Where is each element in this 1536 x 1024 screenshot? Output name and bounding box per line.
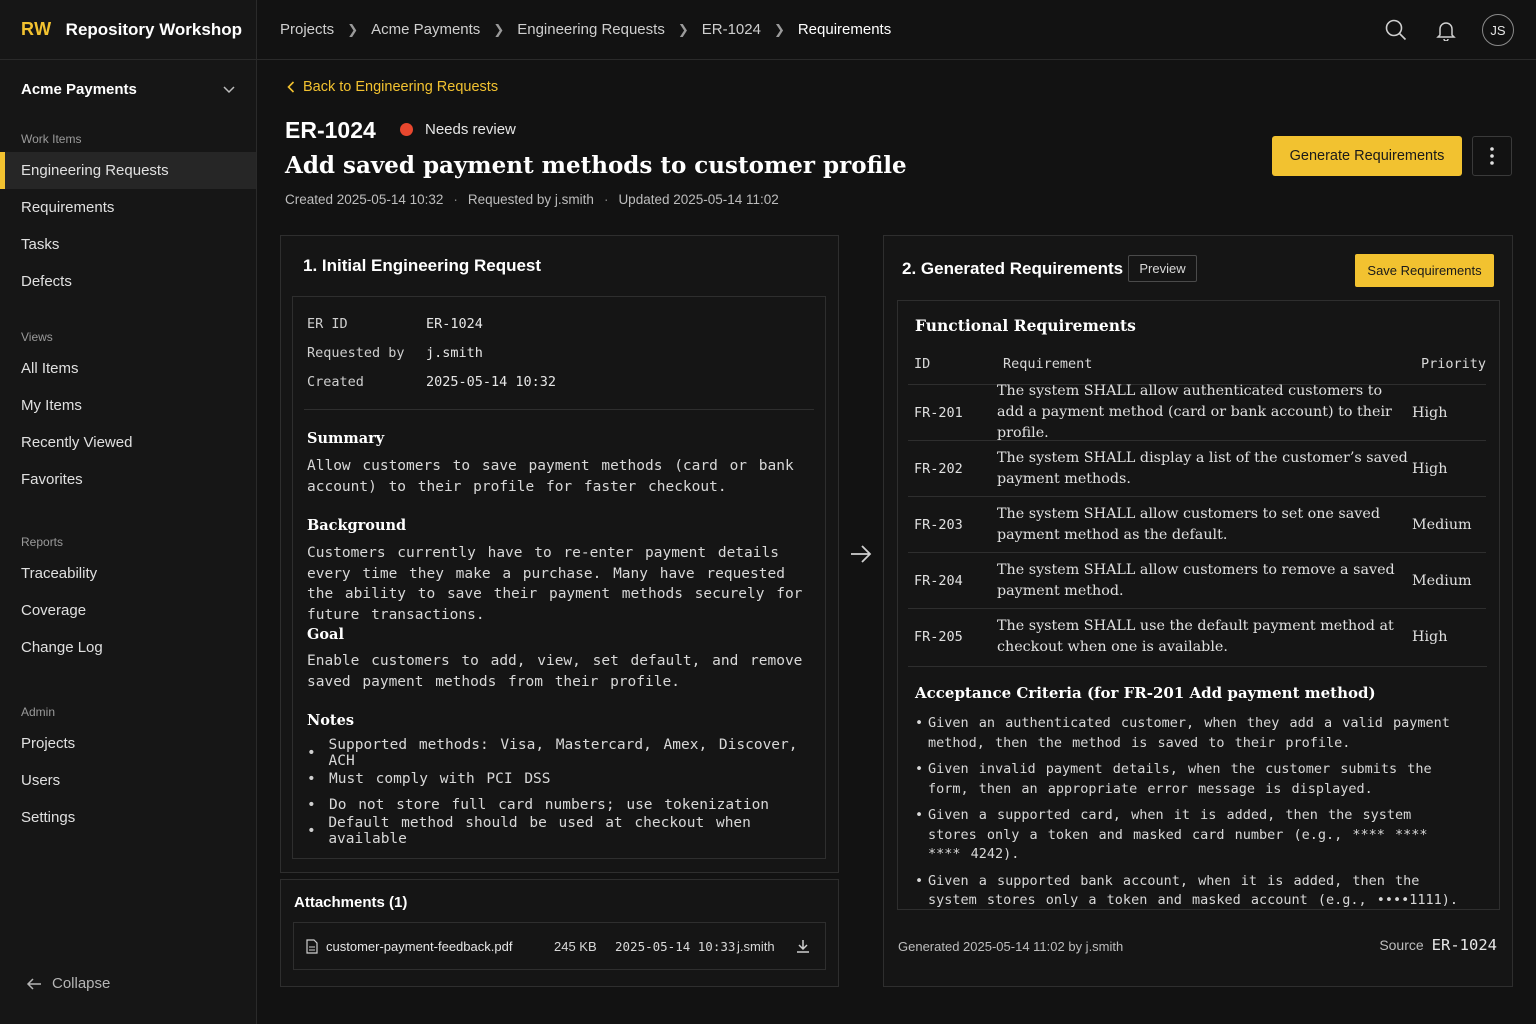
requirement-id: FR-202 [914, 460, 963, 477]
avatar[interactable]: JS [1482, 14, 1514, 46]
breadcrumb-current: Requirements [797, 21, 892, 38]
chevron-right-icon: ❯ [493, 21, 505, 37]
chevron-right-icon: ❯ [677, 21, 689, 37]
source-label: Source [1379, 937, 1424, 953]
status-dot-icon [400, 123, 413, 136]
column-priority: Priority [1420, 356, 1486, 372]
page-title: Add saved payment methods to customer profile [285, 152, 907, 179]
back-link-label: Back to Engineering Requests [303, 79, 499, 95]
list-item: • Given invalid payment details, when the customer submits the form, then an appropriate error message is displayed. [915, 760, 1460, 799]
list-item: • Must comply with PCI DSS [307, 766, 825, 792]
generated-requirements-panel [883, 235, 1513, 987]
sidebar-item-favorites[interactable]: Favorites [21, 471, 83, 488]
sidebar [0, 0, 257, 1024]
brand-logo: RW [21, 19, 52, 39]
attachment-user: j.smith [737, 938, 775, 954]
section-admin: Admin [21, 705, 56, 719]
save-requirements-button[interactable]: Save Requirements [1355, 254, 1494, 287]
list-item: • Supported methods: Visa, Mastercard, Amex, Discover, ACH [307, 740, 825, 766]
functional-requirements-heading: Functional Requirements [915, 316, 1136, 335]
section-views: Views [21, 330, 53, 344]
attachment-size: 245 KB [554, 938, 597, 954]
breadcrumb-er[interactable]: ER-1024 [701, 21, 761, 38]
list-item: • Given a supported bank account, when it is added, then the system stores only a token and masked account (e.g., ••••1111). [915, 872, 1460, 911]
divider [304, 409, 814, 410]
arrow-left-icon [26, 977, 42, 991]
attachments-heading: Attachments (1) [294, 894, 408, 911]
top-bar [257, 0, 1536, 60]
generated-footer: Generated 2025-05-14 11:02 by j.smith [898, 939, 1124, 954]
requirement-id: FR-201 [914, 404, 963, 421]
brand-name: Repository Workshop [65, 19, 242, 39]
collapse-button[interactable] [26, 975, 110, 992]
divider [908, 666, 1487, 667]
field-requested-by [307, 345, 483, 361]
chevron-right-icon: ❯ [347, 21, 359, 37]
acceptance-criteria-list [915, 714, 1460, 918]
search-icon [1385, 19, 1407, 41]
requirement-priority: Medium [1412, 516, 1472, 533]
requirement-priority: Medium [1412, 572, 1472, 589]
initial-request-panel [280, 235, 839, 873]
summary-label: Summary [307, 430, 385, 447]
table-row[interactable] [908, 440, 1486, 496]
sidebar-item-engineering-requests[interactable]: Engineering Requests [0, 152, 256, 189]
arrow-right-icon [849, 542, 873, 566]
more-actions-button[interactable] [1472, 136, 1512, 176]
notes-label: Notes [307, 712, 355, 729]
attachment-row[interactable] [293, 922, 826, 970]
source-id[interactable]: ER-1024 [1431, 936, 1497, 954]
section-reports: Reports [21, 535, 64, 549]
field-value: ER-1024 [426, 316, 483, 332]
generated-requirements-heading: 2. Generated Requirements [902, 259, 1124, 278]
meta-created: Created 2025-05-14 10:32 [285, 192, 444, 207]
sidebar-item-tasks[interactable]: Tasks [21, 236, 60, 253]
meta-updated: Updated 2025-05-14 11:02 [618, 192, 779, 207]
requirement-id: FR-205 [914, 628, 963, 645]
more-vertical-icon [1490, 147, 1494, 165]
back-link[interactable] [287, 79, 498, 95]
bell-icon [1435, 19, 1457, 41]
meta-separator: · [603, 192, 609, 207]
search-button[interactable] [1382, 13, 1410, 47]
summary-text: Allow customers to save payment methods (card or bank account) to their profile for faster checkout. [307, 458, 794, 495]
attachment-name[interactable]: customer-payment-feedback.pdf [326, 938, 513, 954]
background-label: Background [307, 517, 407, 534]
notes-list [307, 737, 825, 847]
section-work-items: Work Items [21, 132, 82, 146]
table-row[interactable] [908, 608, 1486, 664]
field-key: Created [307, 374, 364, 390]
field-er-id [307, 316, 483, 332]
breadcrumb-projects[interactable]: Projects [280, 21, 335, 38]
field-value: 2025-05-14 10:32 [426, 374, 557, 390]
breadcrumb-engineering-requests[interactable]: Engineering Requests [517, 21, 665, 38]
requirement-id: FR-203 [914, 516, 963, 533]
breadcrumb-acme-payments[interactable]: Acme Payments [371, 21, 481, 38]
breadcrumb [280, 21, 891, 38]
chevron-right-icon: ❯ [773, 21, 785, 37]
request-meta [285, 192, 779, 207]
request-id: ER-1024 [285, 117, 376, 143]
download-icon[interactable] [795, 938, 811, 954]
attachments-panel [280, 879, 839, 987]
sidebar-item-my-items[interactable]: My Items [21, 397, 82, 414]
list-item: • Given a supported card, when it is added, then the system stores only a token and masked card number (e.g., **** **** **** 4242). [915, 806, 1460, 865]
requirement-id: FR-204 [914, 572, 963, 589]
notifications-button[interactable] [1432, 13, 1460, 47]
attachment-date: 2025-05-14 10:33 [615, 938, 736, 954]
workspace-switcher[interactable] [0, 60, 256, 118]
collapse-label: Collapse [52, 975, 111, 992]
requirements-box [897, 300, 1500, 910]
top-actions [1382, 13, 1514, 47]
sidebar-item-traceability[interactable]: Traceability [21, 565, 98, 582]
requirement-priority: High [1412, 404, 1448, 421]
meta-separator: · [453, 192, 458, 207]
meta-requested-by: Requested by j.smith [467, 192, 594, 207]
chevron-down-icon [222, 82, 236, 96]
file-icon [306, 939, 318, 954]
list-item: • Given an authenticated customer, when they add a valid payment method, then the method is saved to their profile. [915, 714, 1460, 753]
requirement-priority: High [1412, 460, 1448, 477]
goal-label: Goal [307, 626, 344, 643]
column-id: ID [914, 356, 931, 372]
sidebar-item-all-items[interactable]: All Items [21, 360, 79, 377]
background-text: Customers currently have to re-enter payment details every time they make a purchase. Many have requested the ability to save their payment methods securely for future transactions. [307, 545, 803, 623]
column-requirement: Requirement [1003, 356, 1093, 372]
table-row[interactable] [908, 552, 1486, 608]
sidebar-item-coverage[interactable]: Coverage [21, 602, 87, 619]
workspace-name: Acme Payments [21, 80, 137, 98]
field-created [307, 374, 556, 390]
requirement-text: The system SHALL display a list of the customer’s saved payment methods. [997, 449, 1408, 487]
list-item: • Do not store full card numbers; use tokenization [307, 792, 825, 818]
acceptance-criteria-heading: Acceptance Criteria (for FR-201 Add payment method) [915, 684, 1376, 702]
chevron-left-icon [287, 81, 295, 93]
table-row[interactable] [908, 384, 1486, 440]
initial-request-heading: 1. Initial Engineering Request [303, 256, 542, 275]
sidebar-item-change-log[interactable]: Change Log [21, 639, 103, 656]
requirement-text: The system SHALL allow authenticated customers to add a payment method (card or bank account) to their profile. [997, 383, 1392, 441]
field-key: ER ID [307, 316, 348, 332]
request-details [292, 296, 826, 859]
list-item: • Default method should be used at checkout when available [307, 818, 825, 844]
requirement-text: The system SHALL allow customers to set one saved payment method as the default. [997, 505, 1380, 543]
requirement-text: The system SHALL use the default payment method at checkout when one is available. [997, 617, 1394, 655]
preview-badge[interactable]: Preview [1128, 255, 1197, 282]
brand[interactable] [0, 0, 256, 60]
sidebar-item-users[interactable]: Users [21, 772, 61, 789]
field-key: Requested by [307, 345, 405, 361]
generate-requirements-button[interactable]: Generate Requirements [1272, 136, 1462, 176]
sidebar-item-projects[interactable]: Projects [21, 735, 76, 752]
field-value: j.smith [426, 345, 483, 361]
requirement-priority: High [1412, 628, 1448, 645]
sidebar-item-recently-viewed[interactable]: Recently Viewed [21, 434, 133, 451]
source-reference [1379, 936, 1497, 954]
status-badge [400, 121, 516, 138]
requirement-text: The system SHALL allow customers to remove a saved payment method. [997, 561, 1395, 599]
status-label: Needs review [425, 121, 516, 138]
table-row[interactable] [908, 496, 1486, 552]
sidebar-item-requirements[interactable]: Requirements [21, 199, 115, 216]
goal-text: Enable customers to add, view, set default, and remove saved payment methods from their profile. [307, 653, 803, 690]
sidebar-item-settings[interactable]: Settings [21, 809, 76, 826]
sidebar-item-defects[interactable]: Defects [21, 273, 72, 290]
